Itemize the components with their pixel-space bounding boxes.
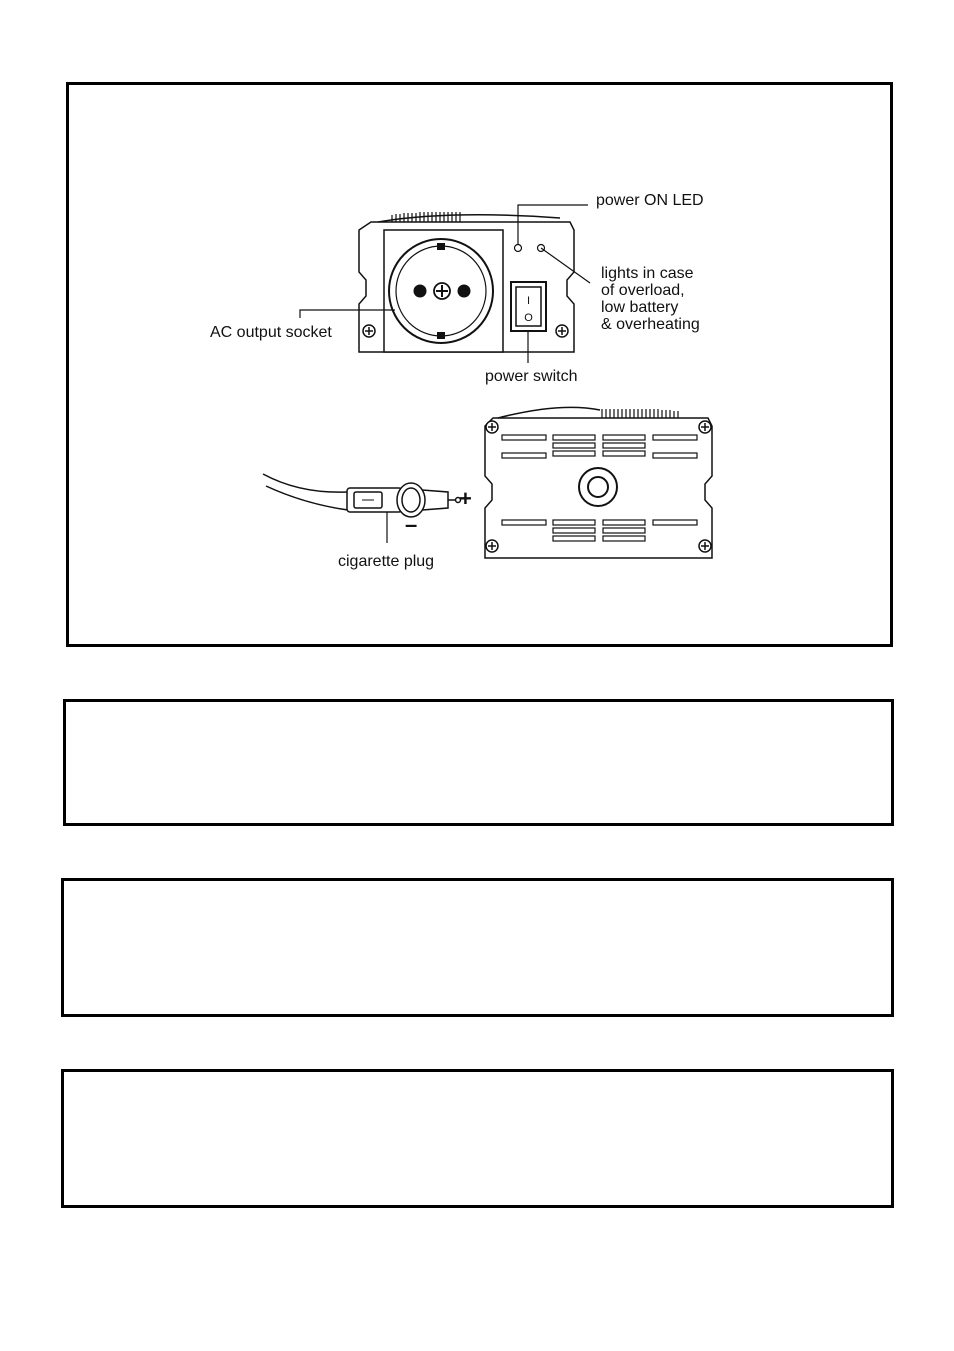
- screw-icon: [699, 421, 711, 433]
- back-fins: [602, 409, 678, 418]
- label-lights-line-2: of overload,: [601, 282, 685, 299]
- label-cigarette-plug: cigarette plug: [338, 553, 435, 570]
- cigarette-plug-graphic: [263, 474, 461, 517]
- label-lights-line-1: lights in case: [601, 265, 694, 282]
- switch-on-mark: I: [526, 295, 531, 307]
- label-power-on-led: power ON LED: [596, 192, 704, 209]
- screw-icon: [699, 540, 711, 552]
- label-lights-line-4: & overheating: [601, 316, 700, 333]
- screw-icon: [486, 540, 498, 552]
- screw-icon: [556, 325, 568, 337]
- screw-icon: [363, 325, 375, 337]
- screw-icon: [486, 421, 498, 433]
- minus-sign: –: [405, 512, 418, 537]
- power-on-led-icon: [515, 245, 522, 252]
- plus-sign: +: [459, 486, 472, 511]
- label-power-switch: power switch: [485, 368, 578, 385]
- ac-output-socket-graphic: [389, 239, 493, 343]
- switch-off-mark: O: [524, 312, 533, 324]
- label-lights-line-3: low battery: [601, 299, 679, 316]
- label-ac-output-socket: AC output socket: [210, 324, 332, 341]
- dc-input-socket-graphic: [579, 468, 617, 506]
